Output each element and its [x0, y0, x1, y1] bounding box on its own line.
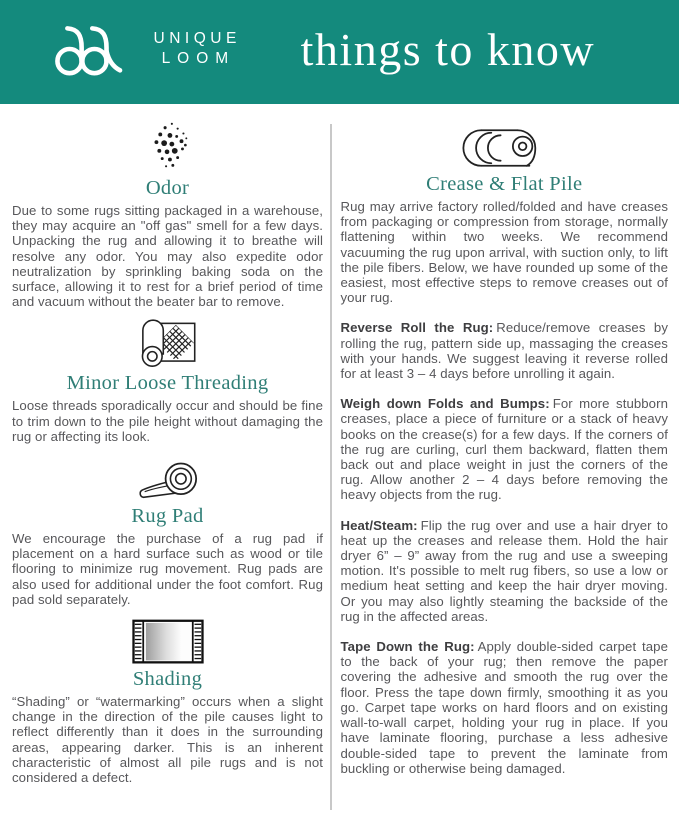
icon-box	[12, 452, 323, 502]
section-heading: Rug Pad	[131, 505, 204, 528]
section-heading: Odor	[145, 177, 190, 199]
shaded-rug-icon	[129, 619, 207, 665]
content-area	[0, 104, 679, 824]
brand-block	[50, 17, 241, 81]
section-body: We encourage the purchase of a rug pad if placement on a hard surface such as wood or tile flooring to minimize rug movement. Rug pads are also used for additional under the foot comfort. Rug pad sold separately.	[12, 531, 323, 607]
odor-speckles-icon	[142, 120, 194, 174]
icon-box	[12, 313, 323, 369]
right-column	[341, 118, 669, 812]
tip-body: Flip the rug over and use a hair dryer to heat up the creases and release them. Hold the hair dryer 6” – 9” away from the rug and use a sweeping motion. It's possible to melt rug fibers, so use a low or medium heat setting and keep the hair dryer moving. Or you may also lightly steaming the backside of the rug in the affected areas.	[340, 517, 668, 624]
unique-loom-logo-icon	[50, 17, 136, 81]
left-column	[12, 118, 323, 812]
header-banner	[0, 0, 679, 104]
icon-box	[341, 118, 669, 170]
icon-box	[12, 118, 323, 174]
section-heading: Crease & Flat Pile	[426, 173, 583, 195]
section-rug-pad	[12, 452, 323, 607]
rolled-rug-icon	[457, 126, 551, 170]
tip-label: Heat/Steam:	[340, 517, 418, 533]
section-minor-loose-threading	[12, 313, 323, 444]
tip-label: Tape Down the Rug:	[340, 639, 475, 655]
section-body: Loose threads sporadically occur and should be fine to trim down to the pile height without damaging the rug or affecting its look.	[12, 398, 323, 444]
brand-line-loom: LOOM	[161, 50, 236, 67]
tip-reverse-roll	[341, 320, 669, 381]
column-divider	[330, 124, 332, 810]
section-heading: Minor Loose Threading	[66, 372, 269, 395]
tip-weigh-down	[341, 396, 669, 502]
section-body: Due to some rugs sitting packaged in a warehouse, they may acquire an "off gas" smell for a few days. Unpacking the rug and allowing it to breathe will resolve any odor. You may also expedite odor neutralization by sprinkling baking soda on the surface, allowing it to rest for a brief period of time and vacuum without the beater bar to remove.	[12, 203, 323, 310]
tip-body: For more stubborn creases, place a piece of furniture or a stack of heavy books on the crease(s) for a few days. If the corners of the rug are curling, curl them backward, flatten them back out and place weight in just the corners of the rug. Allow another 2 – 4 days before removing the heavy objects from the rug.	[340, 396, 668, 503]
tip-heat-steam	[341, 518, 669, 624]
brand-name	[149, 29, 241, 69]
section-body: Rug may arrive factory rolled/folded and have creases from packaging or compression from storage, normally flattening within two weeks. We recommend vacuuming the rug upon arrival, with suction only, to lift the pile fibers. Below, we have rounded up some of the easiest, most effective steps to remove creases out of your rug.	[340, 199, 668, 306]
rug-pad-roll-icon	[131, 458, 205, 502]
tip-label: Reverse Roll the Rug:	[340, 320, 494, 336]
tip-label: Weigh down Folds and Bumps:	[340, 396, 550, 412]
icon-box	[12, 613, 323, 665]
section-crease-flat-pile	[341, 118, 669, 305]
unrolling-rug-icon	[135, 317, 201, 369]
section-heading: Shading	[132, 668, 203, 691]
tip-tape-down	[341, 639, 669, 776]
tip-body: Apply double-sided carpet tape to the back of your rug; then remove the paper covering the adhesive and smooth the rug over the floor. Press the tape down firmly, smoothing it as you go. Carpet tape works on hard floors and on existing wall-to-wall carpet, holding your rug in place. If you have laminate flooring, purchase a less adhesive double-sided tape to prevent the laminate from buckling or otherwise being damaged.	[340, 639, 668, 776]
section-body: “Shading” or “watermarking” occurs when a slight change in the direction of the pile causes light to reflect differently than it does in the surrounding areas, appearing darker. This is an inherent characteristic of almost all pile rugs and is not considered a defect.	[12, 694, 323, 786]
section-shading	[12, 613, 323, 785]
page-title: things to know	[300, 23, 596, 75]
section-odor	[12, 118, 323, 309]
brand-line-unique: UNIQUE	[153, 29, 241, 47]
tip-body: Reduce/remove creases by rolling the rug, pattern side up, massaging the creases with your hands. We suggest leaving it reverse rolled for at least 3 – 4 days before unrolling it again.	[340, 320, 668, 382]
